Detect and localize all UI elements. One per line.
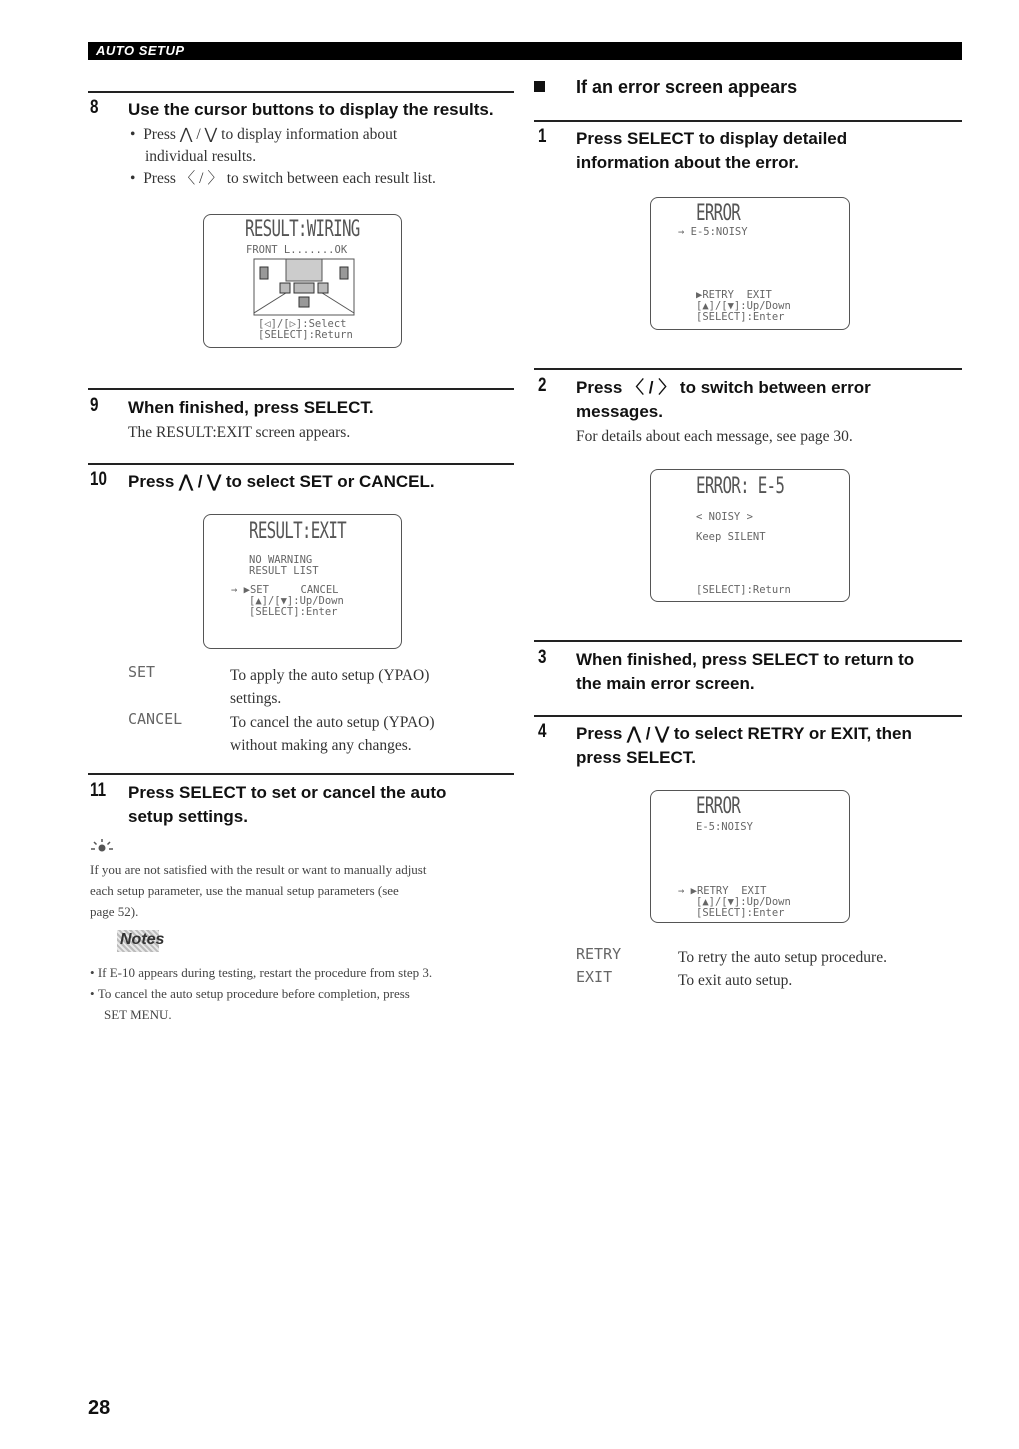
lcd-screen-error: [650, 197, 850, 330]
lcd-line: ▶RETRY EXIT: [696, 289, 772, 301]
lcd-line: [SELECT]:Return: [696, 584, 791, 596]
lcd-line: [SELECT]:Enter: [696, 311, 785, 323]
bullet-item: • Press 〈 / 〉 to switch between each result list.: [130, 170, 436, 187]
step-title: Press ⋀ / ⋁ to select SET or CANCEL.: [128, 472, 435, 491]
definition-desc: To retry the auto setup procedure.: [678, 949, 887, 966]
section-title: If an error screen appears: [576, 77, 798, 97]
speaker-layout-icon: [244, 255, 364, 317]
definition-desc: settings.: [230, 690, 282, 707]
definition-desc: To cancel the auto setup (YPAO): [230, 714, 435, 731]
lcd-title: RESULT:WIRING: [245, 217, 360, 242]
lcd-line: NO WARNING: [249, 554, 313, 566]
lcd-line: → ▶RETRY EXIT: [678, 885, 767, 897]
step-number: 1: [538, 126, 547, 147]
divider: [534, 715, 962, 717]
section-marker: [534, 81, 545, 92]
section-header-title: AUTO SETUP: [96, 43, 185, 58]
note-item: • If E-10 appears during testing, restart the procedure from step 3.: [90, 965, 433, 980]
step-title: Press SELECT to set or cancel the auto: [128, 783, 447, 802]
lcd-line: [SELECT]:Enter: [696, 907, 785, 919]
divider: [88, 773, 514, 775]
divider: [534, 368, 962, 370]
lcd-title: RESULT:EXIT: [249, 519, 346, 544]
divider: [534, 640, 962, 642]
tip-icon: [90, 838, 114, 854]
lcd-line: FRONT L.......OK: [246, 244, 348, 256]
definition-term: EXIT: [576, 968, 613, 986]
lcd-title: ERROR: E-5: [696, 474, 785, 499]
step-number: 8: [90, 97, 99, 118]
step-body: For details about each message, see page 30.: [576, 428, 853, 445]
lcd-line: [SELECT]:Return: [258, 329, 353, 341]
lcd-line: → ▶SET CANCEL: [231, 584, 339, 596]
step-number: 2: [538, 375, 547, 396]
step-body: The RESULT:EXIT screen appears.: [128, 424, 351, 441]
lcd-title: ERROR: [696, 201, 741, 226]
divider: [88, 91, 514, 93]
lcd-title: ERROR: [696, 794, 741, 819]
step-number: 9: [90, 395, 99, 416]
lcd-line: → E-5:NOISY: [678, 226, 748, 238]
lcd-screen-result-exit: [203, 514, 402, 649]
page-number: 28: [88, 1397, 111, 1419]
step-title: When finished, press SELECT.: [128, 398, 374, 417]
lcd-screen-error-detail: [650, 469, 850, 602]
step-title: messages.: [576, 402, 663, 421]
step-title: Use the cursor buttons to display the results.: [128, 100, 494, 119]
definition-desc: To apply the auto setup (YPAO): [230, 667, 430, 684]
lcd-line: [▲]/[▼]:Up/Down: [249, 595, 344, 607]
tip-line: If you are not satisfied with the result or want to manually adjust: [90, 862, 427, 877]
step-title: information about the error.: [576, 153, 799, 172]
tip-line: each setup parameter, use the manual setup parameters (see: [90, 883, 399, 898]
step-title: setup settings.: [128, 807, 248, 826]
bullet-continuation: individual results.: [145, 148, 257, 165]
lcd-line: E-5:NOISY: [696, 821, 753, 833]
lcd-line: RESULT LIST: [249, 565, 319, 577]
lcd-line: [SELECT]:Enter: [249, 606, 338, 618]
lcd-line: [◁]/[▷]:Select: [258, 318, 347, 330]
step-title: press SELECT.: [576, 748, 696, 767]
definition-term: RETRY: [576, 945, 622, 963]
note-item: • To cancel the auto setup procedure before completion, press: [90, 986, 410, 1001]
step-title: the main error screen.: [576, 674, 755, 693]
step-number: 11: [90, 780, 107, 801]
divider: [88, 463, 514, 465]
step-number: 4: [538, 721, 547, 742]
lcd-screen-error-retry: [650, 790, 850, 923]
definition-term: SET: [128, 663, 156, 681]
lcd-screen-result-wiring: [203, 214, 402, 348]
section-header-bar: [88, 42, 962, 60]
note-continuation: SET MENU.: [104, 1007, 172, 1022]
bullet-item: • Press ⋀ / ⋁ to display information about: [130, 126, 398, 143]
lcd-line: [▲]/[▼]:Up/Down: [696, 896, 791, 908]
lcd-line: [▲]/[▼]:Up/Down: [696, 300, 791, 312]
lcd-line: Keep SILENT: [696, 531, 766, 543]
step-title: Press 〈 / 〉 to switch between error: [576, 378, 871, 397]
step-number: 10: [90, 469, 107, 490]
definition-term: CANCEL: [128, 710, 183, 728]
divider: [88, 388, 514, 390]
step-title: When finished, press SELECT to return to: [576, 650, 915, 669]
step-title: Press SELECT to display detailed: [576, 129, 848, 148]
tip-line: page 52).: [90, 904, 139, 919]
notes-badge: Notes: [117, 930, 159, 952]
step-title: Press ⋀ / ⋁ to select RETRY or EXIT, then: [576, 724, 912, 743]
step-number: 3: [538, 647, 547, 668]
lcd-line: < NOISY >: [696, 511, 753, 523]
divider: [534, 120, 962, 122]
definition-desc: To exit auto setup.: [678, 972, 793, 989]
definition-desc: without making any changes.: [230, 737, 412, 754]
